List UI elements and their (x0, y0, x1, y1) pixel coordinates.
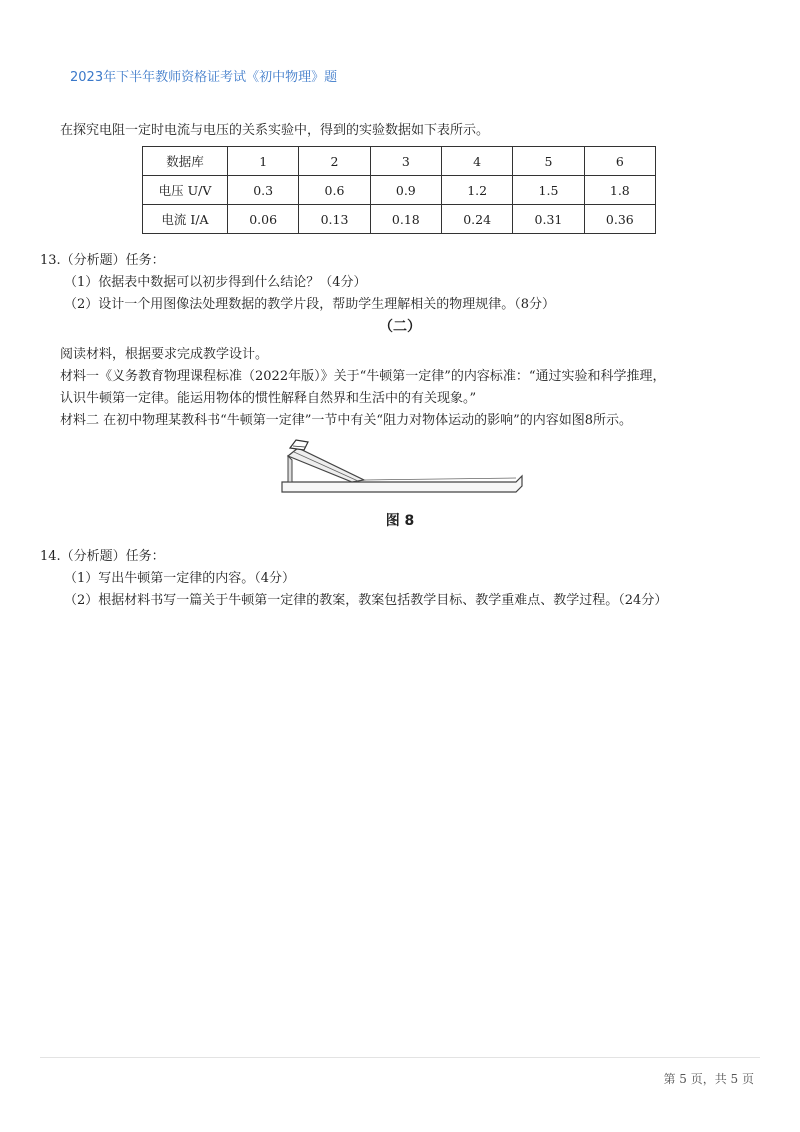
table-cell: 0.6 (299, 176, 370, 205)
question-item: （1）写出牛顿第一定律的内容。（4分） (64, 571, 296, 586)
table-header-cell: 2 (299, 147, 370, 176)
table-cell: 0.9 (370, 176, 441, 205)
table-cell: 0.06 (228, 205, 299, 234)
question-item: （1）依据表中数据可以初步得到什么结论？（4分） (64, 275, 367, 290)
ramp-groove (294, 452, 358, 481)
table-cell: 1.5 (513, 176, 584, 205)
material-one-line: 材料一《义务教育物理课程标准（2022年版）》关于“牛顿第一定律”的内容标准：“通过实验和科学推理， (60, 369, 666, 384)
table-cell: 0.13 (299, 205, 370, 234)
materials-block (60, 344, 760, 432)
table-header-cell: 6 (584, 147, 655, 176)
table-header-row (143, 147, 656, 176)
table-cell: 1.2 (441, 176, 512, 205)
surface-line (364, 478, 516, 480)
table-cell: 1.8 (584, 176, 655, 205)
question-title: 14.（分析题）任务： (40, 549, 165, 564)
intro-text: 在探究电阻一定时电流与电压的关系实验中，得到的实验数据如下表所示。 (60, 123, 490, 138)
question-14 (40, 546, 667, 612)
table-cell: 0.18 (370, 205, 441, 234)
table-header-cell: 1 (228, 147, 299, 176)
data-table (142, 146, 656, 234)
table-header-cell: 4 (441, 147, 512, 176)
question-title: 13.（分析题）任务： (40, 253, 165, 268)
question-13 (40, 250, 555, 316)
question-item: （2）根据材料书写一篇关于牛顿第一定律的教案，教案包括教学目标、教学重难点、教学过程。（24分） (64, 593, 668, 608)
table-cell: 0.36 (584, 205, 655, 234)
cart-shape (290, 440, 308, 450)
table-header-cell: 数据库 (143, 147, 228, 176)
figure-caption: 图 8 (385, 513, 415, 529)
ramp-support (288, 456, 292, 482)
table-cell: 0.24 (441, 205, 512, 234)
table-cell: 0.31 (513, 205, 584, 234)
question-item: （2）设计一个用图像法处理数据的教学片段，帮助学生理解相关的物理规律。（8分） (64, 297, 556, 312)
footer-divider (40, 1057, 760, 1058)
table-row-label: 电压 U/V (143, 176, 228, 205)
table-row-current (143, 205, 656, 234)
table-row-voltage (143, 176, 656, 205)
table-header-cell: 5 (513, 147, 584, 176)
material-one-line: 认识牛顿第一定律。能运用物体的惯性解释自然界和生活中的有关现象。” (60, 391, 477, 406)
materials-instruction: 阅读材料，根据要求完成教学设计。 (60, 347, 269, 362)
ramp-shape (288, 448, 364, 482)
document-header: 2023年下半年教师资格证考试《初中物理》题 (70, 70, 338, 85)
section-title: （二） (379, 319, 421, 335)
table-header-cell: 3 (370, 147, 441, 176)
material-two: 材料二 在初中物理某教科书“牛顿第一定律”一节中有关“阻力对物体运动的影响”的内容如图8所示。 (60, 413, 632, 428)
table-cell: 0.3 (228, 176, 299, 205)
page-number: 第 5 页，共 5 页 (663, 1072, 754, 1086)
table-row-label: 电流 I/A (143, 205, 228, 234)
ramp-figure (280, 436, 525, 496)
